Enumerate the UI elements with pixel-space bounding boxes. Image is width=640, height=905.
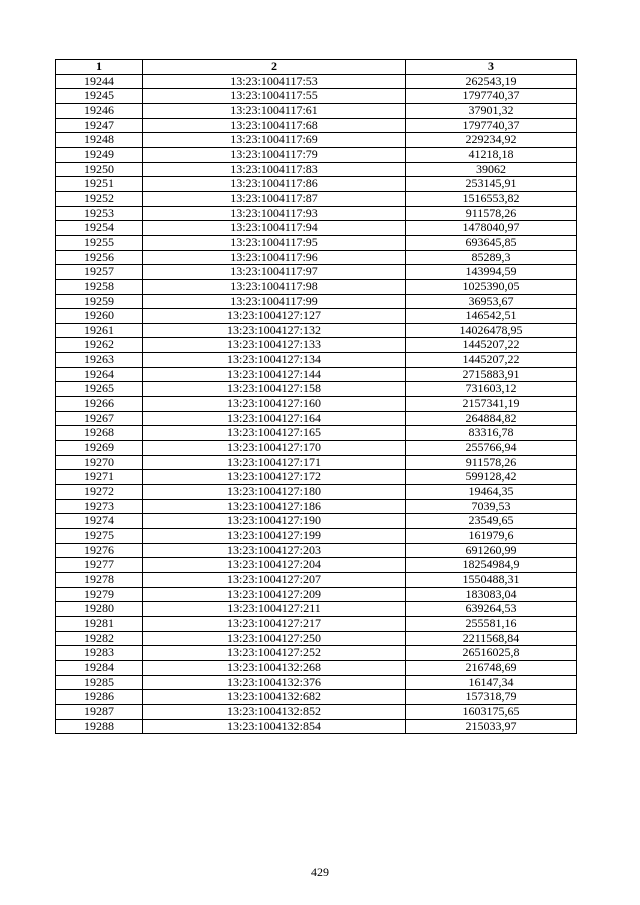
- value-cell: 255766,94: [406, 441, 577, 456]
- row-number-cell: 19252: [56, 191, 143, 206]
- table-row: [56, 543, 577, 558]
- value-cell: 693645,85: [406, 235, 577, 250]
- cadastral-number-cell: 13:23:1004127:252: [143, 646, 406, 661]
- row-number-cell: 19254: [56, 221, 143, 236]
- cadastral-number-cell: 13:23:1004127:160: [143, 397, 406, 412]
- row-number-cell: 19279: [56, 587, 143, 602]
- value-cell: 41218,18: [406, 147, 577, 162]
- table-row: [56, 89, 577, 104]
- row-number-cell: 19261: [56, 323, 143, 338]
- table-row: [56, 323, 577, 338]
- row-number-cell: 19285: [56, 675, 143, 690]
- value-cell: 36953,67: [406, 294, 577, 309]
- table-row: [56, 191, 577, 206]
- row-number-cell: 19258: [56, 279, 143, 294]
- table-row: [56, 206, 577, 221]
- cadastral-number-cell: 13:23:1004117:87: [143, 191, 406, 206]
- table-row: [56, 470, 577, 485]
- table-row: [56, 162, 577, 177]
- cadastral-number-cell: 13:23:1004117:53: [143, 74, 406, 89]
- row-number-cell: 19284: [56, 660, 143, 675]
- value-cell: 2715883,91: [406, 367, 577, 382]
- value-cell: 1478040,97: [406, 221, 577, 236]
- cadastral-number-cell: 13:23:1004127:190: [143, 514, 406, 529]
- row-number-cell: 19265: [56, 382, 143, 397]
- cadastral-number-cell: 13:23:1004117:99: [143, 294, 406, 309]
- header-row: [56, 60, 577, 75]
- table-row: [56, 587, 577, 602]
- row-number-cell: 19267: [56, 411, 143, 426]
- table-row: [56, 309, 577, 324]
- cadastral-number-cell: 13:23:1004117:61: [143, 103, 406, 118]
- cadastral-number-cell: 13:23:1004117:55: [143, 89, 406, 104]
- table-row: [56, 397, 577, 412]
- row-number-cell: 19273: [56, 499, 143, 514]
- cadastral-number-cell: 13:23:1004117:83: [143, 162, 406, 177]
- value-cell: 157318,79: [406, 690, 577, 705]
- table-body: [56, 74, 577, 734]
- row-number-cell: 19281: [56, 616, 143, 631]
- value-cell: 1550488,31: [406, 572, 577, 587]
- data-table: [55, 59, 577, 734]
- value-cell: 7039,53: [406, 499, 577, 514]
- row-number-cell: 19269: [56, 441, 143, 456]
- table-row: [56, 353, 577, 368]
- cadastral-number-cell: 13:23:1004132:682: [143, 690, 406, 705]
- value-cell: 731603,12: [406, 382, 577, 397]
- row-number-cell: 19259: [56, 294, 143, 309]
- row-number-cell: 19276: [56, 543, 143, 558]
- table-row: [56, 147, 577, 162]
- value-cell: 255581,16: [406, 616, 577, 631]
- row-number-cell: 19270: [56, 455, 143, 470]
- row-number-cell: 19280: [56, 602, 143, 617]
- table-row: [56, 660, 577, 675]
- table-row: [56, 631, 577, 646]
- cadastral-number-cell: 13:23:1004127:158: [143, 382, 406, 397]
- table-row: [56, 118, 577, 133]
- table-row: [56, 602, 577, 617]
- page-number: 429: [311, 865, 329, 879]
- cadastral-number-cell: 13:23:1004132:852: [143, 704, 406, 719]
- row-number-cell: 19287: [56, 704, 143, 719]
- value-cell: 691260,99: [406, 543, 577, 558]
- value-cell: 85289,3: [406, 250, 577, 265]
- cadastral-number-cell: 13:23:1004127:204: [143, 558, 406, 573]
- value-cell: 229234,92: [406, 133, 577, 148]
- table-row: [56, 572, 577, 587]
- value-cell: 216748,69: [406, 660, 577, 675]
- table-row: [56, 367, 577, 382]
- cadastral-number-cell: 13:23:1004127:199: [143, 529, 406, 544]
- table-row: [56, 250, 577, 265]
- row-number-cell: 19253: [56, 206, 143, 221]
- value-cell: 83316,78: [406, 426, 577, 441]
- table-row: [56, 616, 577, 631]
- cadastral-number-cell: 13:23:1004127:217: [143, 616, 406, 631]
- value-cell: 1797740,37: [406, 89, 577, 104]
- row-number-cell: 19277: [56, 558, 143, 573]
- cadastral-number-cell: 13:23:1004127:209: [143, 587, 406, 602]
- row-number-cell: 19251: [56, 177, 143, 192]
- cadastral-number-cell: 13:23:1004117:97: [143, 265, 406, 280]
- cadastral-number-cell: 13:23:1004127:250: [143, 631, 406, 646]
- table-row: [56, 177, 577, 192]
- cadastral-number-cell: 13:23:1004127:207: [143, 572, 406, 587]
- value-cell: 264884,82: [406, 411, 577, 426]
- table-row: [56, 235, 577, 250]
- row-number-cell: 19246: [56, 103, 143, 118]
- value-cell: 262543,19: [406, 74, 577, 89]
- table-row: [56, 382, 577, 397]
- row-number-cell: 19283: [56, 646, 143, 661]
- value-cell: 14026478,95: [406, 323, 577, 338]
- table-row: [56, 74, 577, 89]
- cadastral-number-cell: 13:23:1004127:133: [143, 338, 406, 353]
- cadastral-number-cell: 13:23:1004117:86: [143, 177, 406, 192]
- value-cell: 183083,04: [406, 587, 577, 602]
- cadastral-number-cell: 13:23:1004117:94: [143, 221, 406, 236]
- row-number-cell: 19286: [56, 690, 143, 705]
- table-row: [56, 411, 577, 426]
- cadastral-number-cell: 13:23:1004117:68: [143, 118, 406, 133]
- table-row: [56, 441, 577, 456]
- cadastral-number-cell: 13:23:1004117:95: [143, 235, 406, 250]
- value-cell: 2157341,19: [406, 397, 577, 412]
- value-cell: 37901,32: [406, 103, 577, 118]
- table-row: [56, 221, 577, 236]
- cadastral-number-cell: 13:23:1004132:376: [143, 675, 406, 690]
- cadastral-number-cell: 13:23:1004127:144: [143, 367, 406, 382]
- row-number-cell: 19274: [56, 514, 143, 529]
- value-cell: 26516025,8: [406, 646, 577, 661]
- cadastral-number-cell: 13:23:1004132:268: [143, 660, 406, 675]
- value-cell: 39062: [406, 162, 577, 177]
- row-number-cell: 19288: [56, 719, 143, 734]
- value-cell: 215033,97: [406, 719, 577, 734]
- value-cell: 146542,51: [406, 309, 577, 324]
- table-row: [56, 529, 577, 544]
- column-header-1: 1: [56, 60, 143, 75]
- cadastral-number-cell: 13:23:1004117:93: [143, 206, 406, 221]
- table-row: [56, 690, 577, 705]
- value-cell: 253145,91: [406, 177, 577, 192]
- value-cell: 1797740,37: [406, 118, 577, 133]
- row-number-cell: 19278: [56, 572, 143, 587]
- value-cell: 911578,26: [406, 455, 577, 470]
- row-number-cell: 19257: [56, 265, 143, 280]
- row-number-cell: 19248: [56, 133, 143, 148]
- column-header-2: 2: [143, 60, 406, 75]
- table-row: [56, 558, 577, 573]
- value-cell: 1445207,22: [406, 338, 577, 353]
- value-cell: 161979,6: [406, 529, 577, 544]
- cadastral-number-cell: 13:23:1004117:79: [143, 147, 406, 162]
- table-row: [56, 294, 577, 309]
- table-row: [56, 499, 577, 514]
- table-row: [56, 646, 577, 661]
- row-number-cell: 19263: [56, 353, 143, 368]
- table-row: [56, 133, 577, 148]
- row-number-cell: 19272: [56, 485, 143, 500]
- row-number-cell: 19249: [56, 147, 143, 162]
- cadastral-number-cell: 13:23:1004127:171: [143, 455, 406, 470]
- value-cell: 599128,42: [406, 470, 577, 485]
- cadastral-number-cell: 13:23:1004117:96: [143, 250, 406, 265]
- row-number-cell: 19256: [56, 250, 143, 265]
- table-row: [56, 103, 577, 118]
- row-number-cell: 19275: [56, 529, 143, 544]
- value-cell: 1445207,22: [406, 353, 577, 368]
- value-cell: 143994,59: [406, 265, 577, 280]
- table-row: [56, 265, 577, 280]
- cadastral-number-cell: 13:23:1004127:203: [143, 543, 406, 558]
- table-row: [56, 514, 577, 529]
- column-header-3: 3: [406, 60, 577, 75]
- value-cell: 1025390,05: [406, 279, 577, 294]
- value-cell: 911578,26: [406, 206, 577, 221]
- row-number-cell: 19271: [56, 470, 143, 485]
- value-cell: 1603175,65: [406, 704, 577, 719]
- cadastral-number-cell: 13:23:1004117:98: [143, 279, 406, 294]
- value-cell: 16147,34: [406, 675, 577, 690]
- cadastral-number-cell: 13:23:1004132:854: [143, 719, 406, 734]
- cadastral-number-cell: 13:23:1004127:164: [143, 411, 406, 426]
- table-row: [56, 455, 577, 470]
- row-number-cell: 19282: [56, 631, 143, 646]
- cadastral-number-cell: 13:23:1004117:69: [143, 133, 406, 148]
- cadastral-number-cell: 13:23:1004127:211: [143, 602, 406, 617]
- table-row: [56, 675, 577, 690]
- value-cell: 639264,53: [406, 602, 577, 617]
- row-number-cell: 19260: [56, 309, 143, 324]
- row-number-cell: 19266: [56, 397, 143, 412]
- row-number-cell: 19244: [56, 74, 143, 89]
- row-number-cell: 19247: [56, 118, 143, 133]
- cadastral-number-cell: 13:23:1004127:134: [143, 353, 406, 368]
- cadastral-number-cell: 13:23:1004127:127: [143, 309, 406, 324]
- table-row: [56, 485, 577, 500]
- cadastral-number-cell: 13:23:1004127:172: [143, 470, 406, 485]
- row-number-cell: 19255: [56, 235, 143, 250]
- row-number-cell: 19268: [56, 426, 143, 441]
- table-row: [56, 338, 577, 353]
- table-row: [56, 426, 577, 441]
- row-number-cell: 19264: [56, 367, 143, 382]
- row-number-cell: 19245: [56, 89, 143, 104]
- table-row: [56, 719, 577, 734]
- cadastral-number-cell: 13:23:1004127:180: [143, 485, 406, 500]
- row-number-cell: 19250: [56, 162, 143, 177]
- cadastral-number-cell: 13:23:1004127:165: [143, 426, 406, 441]
- cadastral-number-cell: 13:23:1004127:132: [143, 323, 406, 338]
- value-cell: 19464,35: [406, 485, 577, 500]
- table-row: [56, 279, 577, 294]
- value-cell: 18254984,9: [406, 558, 577, 573]
- value-cell: 23549,65: [406, 514, 577, 529]
- table-row: [56, 704, 577, 719]
- value-cell: 2211568,84: [406, 631, 577, 646]
- value-cell: 1516553,82: [406, 191, 577, 206]
- cadastral-number-cell: 13:23:1004127:170: [143, 441, 406, 456]
- cadastral-number-cell: 13:23:1004127:186: [143, 499, 406, 514]
- row-number-cell: 19262: [56, 338, 143, 353]
